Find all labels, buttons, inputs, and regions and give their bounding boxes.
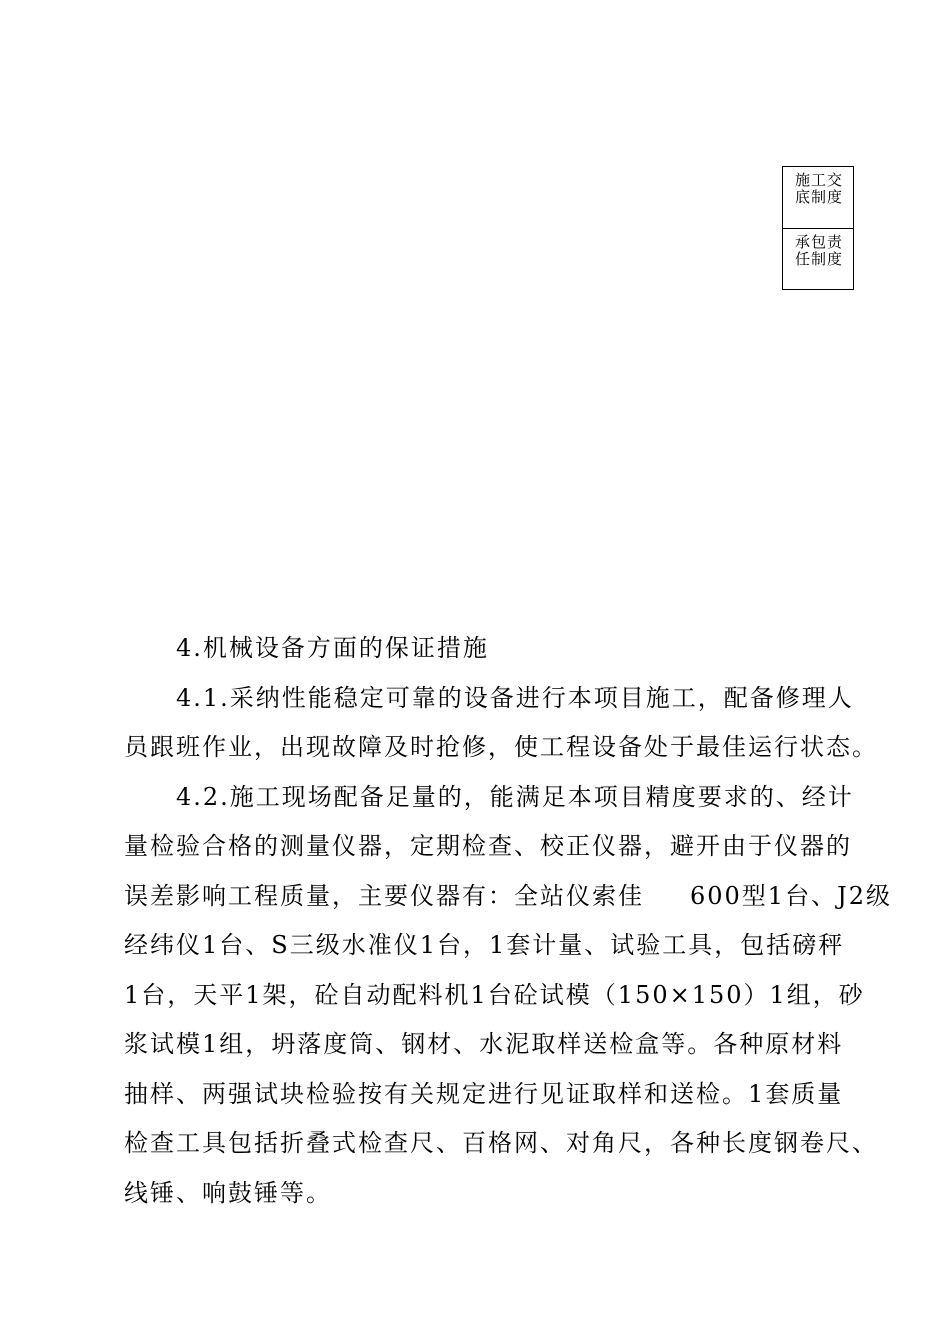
side-note-text: 底制度 (795, 188, 844, 206)
side-note-cell-construction-briefing (783, 172, 853, 228)
paragraph-line: 1台，天平1架，砼自动配料机1台砼试模（150×150）1组，砂 (124, 980, 865, 1009)
paragraph-line: 抽样、两强试块检验按有关规定进行见证取样和送检。1套质量 (124, 1079, 844, 1108)
paragraph-line: 量检验合格的测量仪器，定期检查、校正仪器，避开由于仪器的 (124, 832, 852, 860)
side-note-cell-contract-responsibility (783, 234, 853, 286)
paragraph-line: 检查工具包括折叠式检查尺、百格网、对角尺，各种长度钢卷尺、 (124, 1129, 878, 1157)
side-note-text: 施工交 (795, 171, 844, 189)
paragraph-line: 员跟班作业，出现故障及时抢修，使工程设备处于最佳运行状态。 (124, 733, 878, 761)
side-note-text: 任制度 (795, 250, 844, 268)
paragraph-4-2 (124, 773, 892, 1219)
paragraph-line: 经纬仪1台、S三级水准仪1台，1套计量、试验工具，包括磅秤 (124, 931, 845, 959)
side-note-text: 承包责 (795, 233, 844, 251)
paragraph-line: 浆试模1组，坍落度筒、钢材、水泥取样送检盒等。各种原材料 (124, 1030, 844, 1058)
side-note-box (782, 166, 854, 290)
document-body (124, 624, 892, 1218)
side-note-divider (783, 228, 853, 229)
section-heading: 4.机械设备方面的保证措施 (176, 634, 489, 662)
paragraph-line: 4.2.施工现场配备足量的，能满足本项目精度要求的、经计 (176, 782, 854, 811)
paragraph-line-part: 600型1台、J2级 (690, 881, 892, 910)
paragraph-line: 线锤、响鼓锤等。 (124, 1178, 332, 1207)
paragraph-line: 4.1.采纳性能稳定可靠的设备进行本项目施工，配备修理人 (176, 683, 854, 712)
paragraph-line-part: 误差影响工程质量，主要仪器有：全站仪索佳 (124, 881, 644, 910)
paragraph-4-1 (124, 674, 878, 773)
paragraph-line (124, 872, 892, 922)
